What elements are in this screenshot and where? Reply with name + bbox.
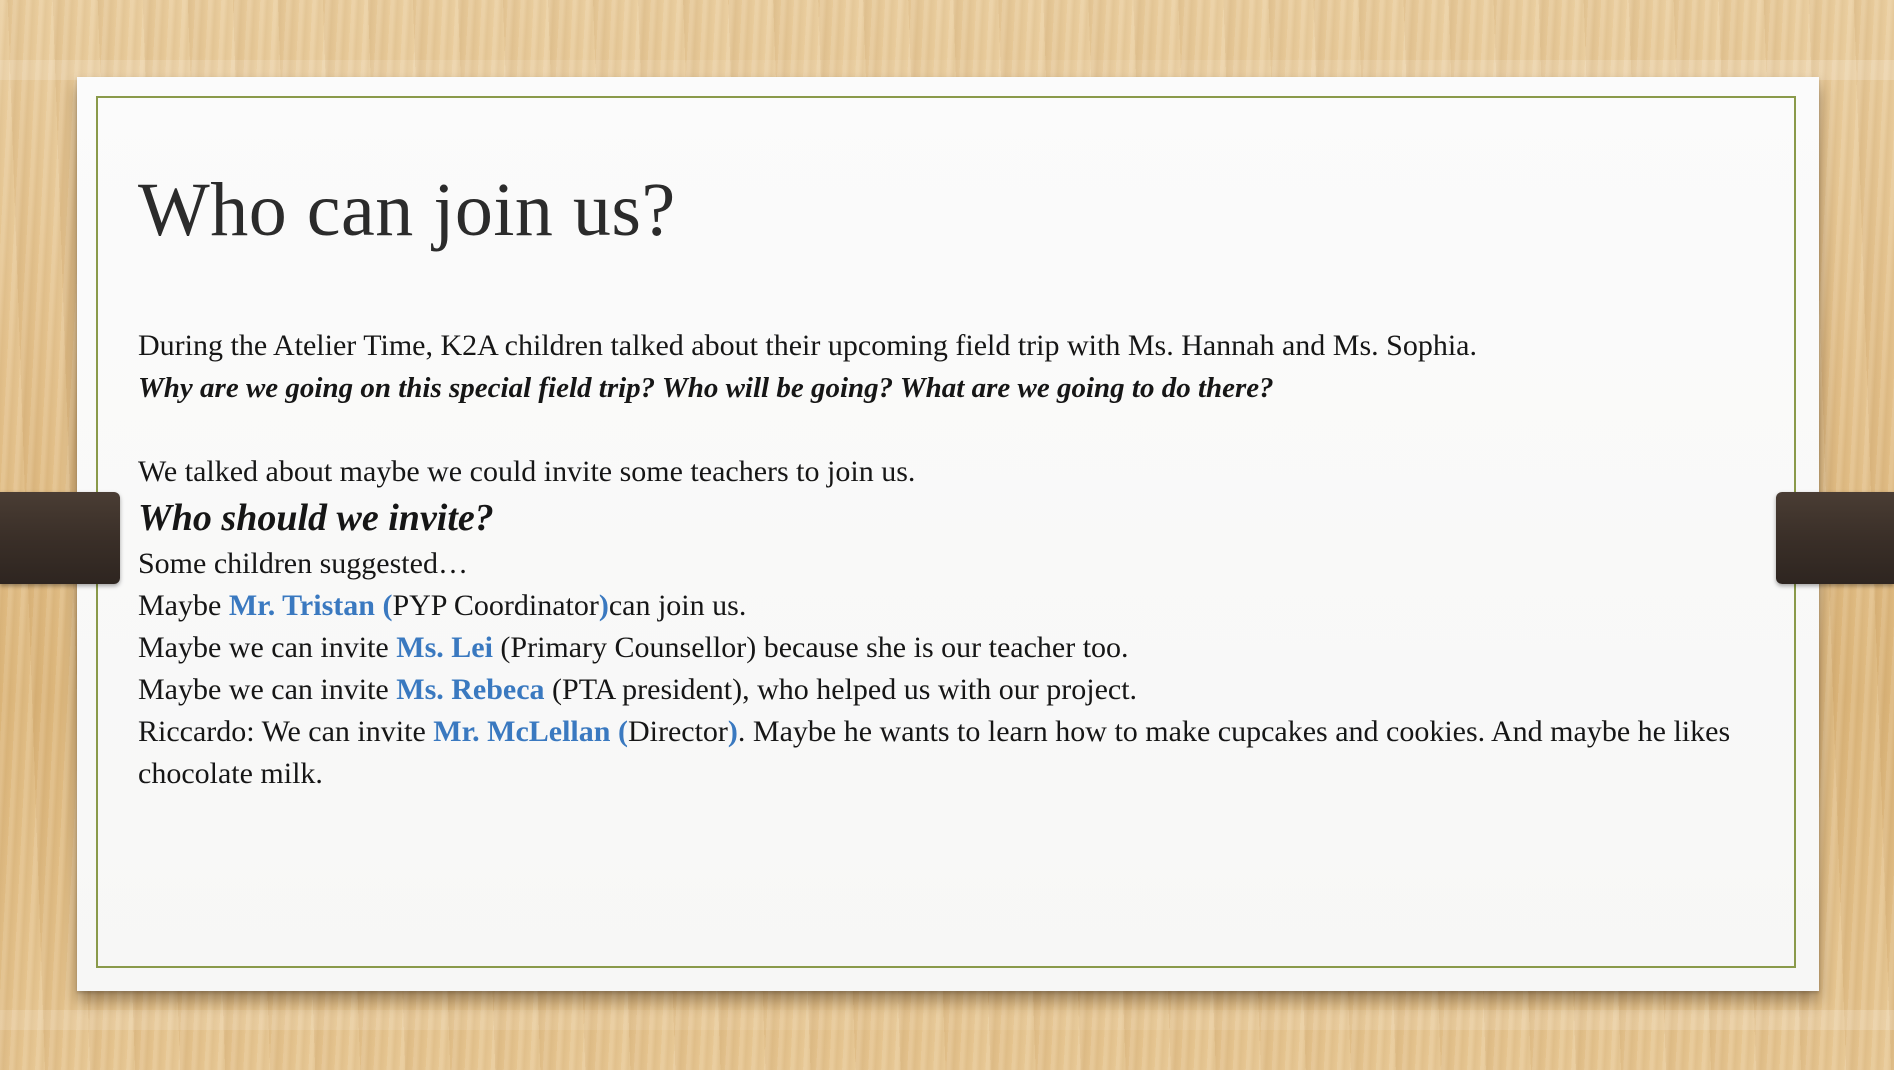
slide-body (138, 325, 1778, 795)
slide-title: Who can join us? (138, 168, 676, 252)
suggestion-prefix: Maybe we can invite (138, 630, 397, 664)
invite-heading: Who should we invite? (138, 496, 494, 539)
suggestion-rebeca (138, 669, 1778, 711)
suggestion-prefix: Maybe (138, 588, 229, 622)
name-lei: Ms. Lei (396, 630, 493, 664)
suggestion-prefix: Maybe we can invite (138, 672, 397, 706)
name-rebeca: Ms. Rebeca (396, 672, 545, 706)
suggestion-prefix: Riccardo: We can invite (138, 714, 434, 748)
suggested-text: Some children suggested… (138, 546, 468, 580)
name-tristan: Mr. Tristan (228, 588, 375, 622)
left-strap (0, 492, 120, 584)
role-pyp-coordinator: PYP Coordinator (392, 588, 599, 622)
suggestion-tristan (138, 585, 1778, 627)
suggestion-suffix: (PTA president), who helped us with our project. (544, 672, 1138, 706)
paragraph-spacer (138, 409, 1778, 451)
paren-close: ) (727, 714, 738, 748)
right-strap (1776, 492, 1894, 584)
intro-text: During the Atelier Time, K2A children talked about their upcoming field trip with Ms. Hannah and Ms. Sophia. (138, 328, 1477, 362)
suggestion-suffix: . Maybe he wants to learn how to make cupcakes and cookies. And maybe he likes chocolate milk. (138, 714, 1731, 790)
name-mclellan: Mr. McLellan (433, 714, 611, 748)
role-director: Director (627, 714, 728, 748)
suggestion-mclellan (138, 711, 1778, 795)
suggestion-suffix: (Primary Counsellor) because she is our teacher too. (492, 630, 1129, 664)
talked-text: We talked about maybe we could invite some teachers to join us. (138, 454, 916, 488)
paren-open: ( (610, 714, 628, 748)
paren-open: ( (374, 588, 393, 622)
paren-close: ) (598, 588, 609, 622)
wood-grain-stripe (0, 1010, 1894, 1030)
slide-paper (77, 77, 1819, 991)
questions-text: Why are we going on this special field trip? Who will be going? What are we going to do there? (138, 371, 1274, 404)
slide-content (138, 169, 1778, 795)
suggestion-lei (138, 627, 1778, 669)
suggestion-suffix: can join us. (608, 588, 747, 622)
